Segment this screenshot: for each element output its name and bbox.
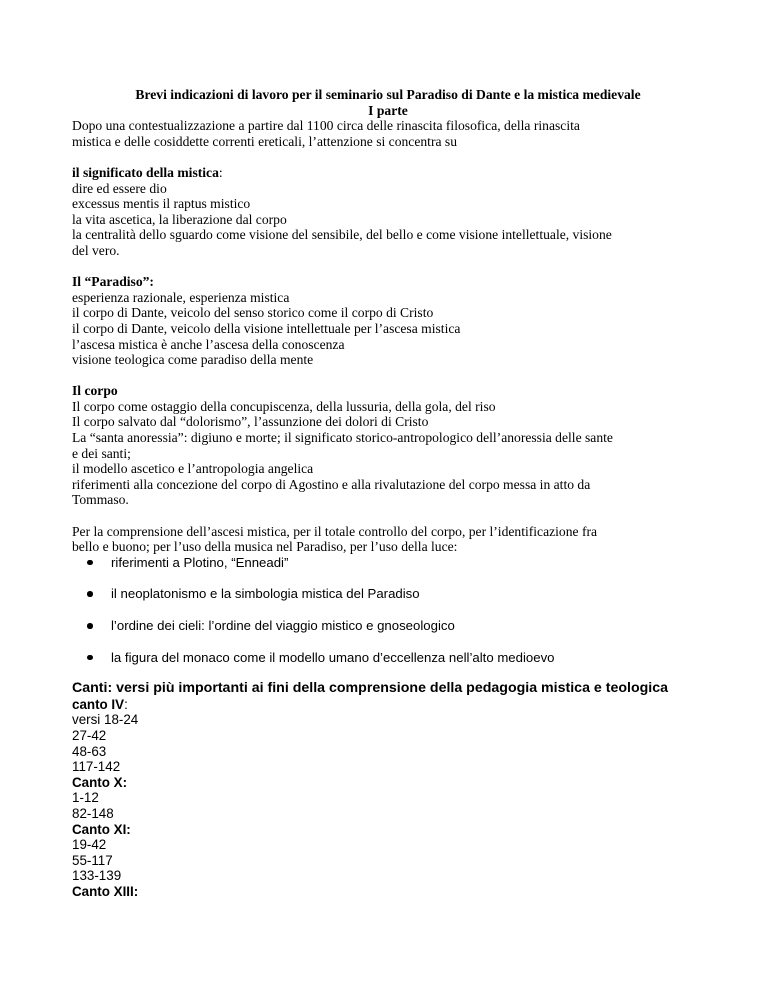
section-paradiso bbox=[72, 274, 704, 368]
text-line: riferimenti alla concezione del corpo di Agostino e alla rivalutazione del corpo messa in atto da bbox=[72, 476, 591, 492]
text-line: excessus mentis il raptus mistico bbox=[72, 196, 251, 212]
verse-range: 19-42 bbox=[72, 837, 107, 853]
verse-range: 48-63 bbox=[72, 743, 107, 759]
text-line: la centralità dello sguardo come visione del sensibile, del bello e come visione intellettuale, visione bbox=[72, 227, 612, 243]
list-item: riferimenti a Plotino, “Enneadi” bbox=[72, 555, 704, 571]
document-subtitle: I parte bbox=[368, 102, 408, 118]
text-line: dire ed essere dio bbox=[72, 180, 167, 196]
text-line: il modello ascetico e l’antropologia angelica bbox=[72, 461, 314, 477]
canti-heading: Canti: versi più importanti ai fini della comprensione della pedagogia mistica e teologica bbox=[72, 680, 669, 697]
intro-line: mistica e delle cosiddette correnti ereticali, l’attenzione si concentra su bbox=[72, 133, 457, 149]
bullet-icon bbox=[87, 623, 93, 629]
bullet-icon bbox=[87, 560, 93, 566]
section-corpo bbox=[72, 383, 704, 508]
text-line: visione teologica come paradiso della mente bbox=[72, 352, 314, 368]
document-title: Brevi indicazioni di lavoro per il seminario sul Paradiso di Dante e la mistica medievale bbox=[135, 87, 641, 102]
section-heading: il significato della mistica: bbox=[72, 164, 223, 180]
text-line: del vero. bbox=[72, 242, 120, 258]
section-mistica bbox=[72, 165, 704, 259]
text-line: bello e buono; per l’uso della musica nel Paradiso, per l’uso della luce: bbox=[72, 539, 458, 555]
document-header bbox=[72, 87, 704, 118]
section-heading: Il corpo bbox=[72, 383, 118, 399]
verse-range: 1-12 bbox=[72, 790, 99, 806]
canto-label: canto IV: bbox=[72, 696, 128, 712]
canti-list bbox=[72, 697, 704, 900]
verse-range: versi 18-24 bbox=[72, 712, 139, 728]
list-item: la figura del monaco come il modello umano d’eccellenza nell’alto medioevo bbox=[72, 650, 704, 666]
text-line: il corpo di Dante, veicolo della visione intellettuale per l’ascesa mistica bbox=[72, 320, 461, 336]
verse-range: 27-42 bbox=[72, 727, 107, 743]
text-line: Il corpo salvato dal “dolorismo”, l’assunzione dei dolori di Cristo bbox=[72, 414, 429, 430]
verse-range: 82-148 bbox=[72, 805, 114, 821]
canto-label: Canto X: bbox=[72, 774, 128, 790]
text-line: l’ascesa mistica è anche l’ascesa della conoscenza bbox=[72, 336, 345, 352]
text-line: Tommaso. bbox=[72, 492, 129, 508]
list-item: l’ordine dei cieli: l’ordine del viaggio mistico e gnoseologico bbox=[72, 618, 704, 634]
text-line: la vita ascetica, la liberazione dal corpo bbox=[72, 211, 287, 227]
verse-range: 55-117 bbox=[72, 852, 113, 868]
verse-range: 117-142 bbox=[72, 759, 121, 775]
section-heading: Il “Paradiso”: bbox=[72, 274, 154, 290]
bullet-icon bbox=[87, 655, 93, 661]
text-line: e dei santi; bbox=[72, 445, 131, 461]
bullet-list bbox=[72, 555, 704, 665]
intro-line: Dopo una contestualizzazione a partire dal 1100 circa delle rinascita filosofica, della rinascita bbox=[72, 118, 580, 134]
list-item: il neoplatonismo e la simbologia mistica del Paradiso bbox=[72, 586, 704, 602]
document-page bbox=[72, 87, 704, 900]
text-line: La “santa anoressia”: digiuno e morte; il significato storico-antropologico dell’anoressia delle sante bbox=[72, 430, 613, 446]
text-line: esperienza razionale, esperienza mistica bbox=[72, 289, 290, 305]
text-line: il corpo di Dante, veicolo del senso storico come il corpo di Cristo bbox=[72, 305, 434, 321]
text-line: Per la comprensione dell’ascesi mistica, per il totale controllo del corpo, per l’identificazione fra bbox=[72, 523, 598, 539]
intro-paragraph bbox=[72, 118, 704, 149]
bullet-icon bbox=[87, 591, 93, 597]
verse-range: 133-139 bbox=[72, 868, 122, 884]
text-line: Il corpo come ostaggio della concupiscenza, della lussuria, della gola, del riso bbox=[72, 398, 496, 414]
canto-label: Canto XIII: bbox=[72, 883, 139, 899]
canto-label: Canto XI: bbox=[72, 821, 131, 837]
section-ascesi bbox=[72, 524, 704, 666]
